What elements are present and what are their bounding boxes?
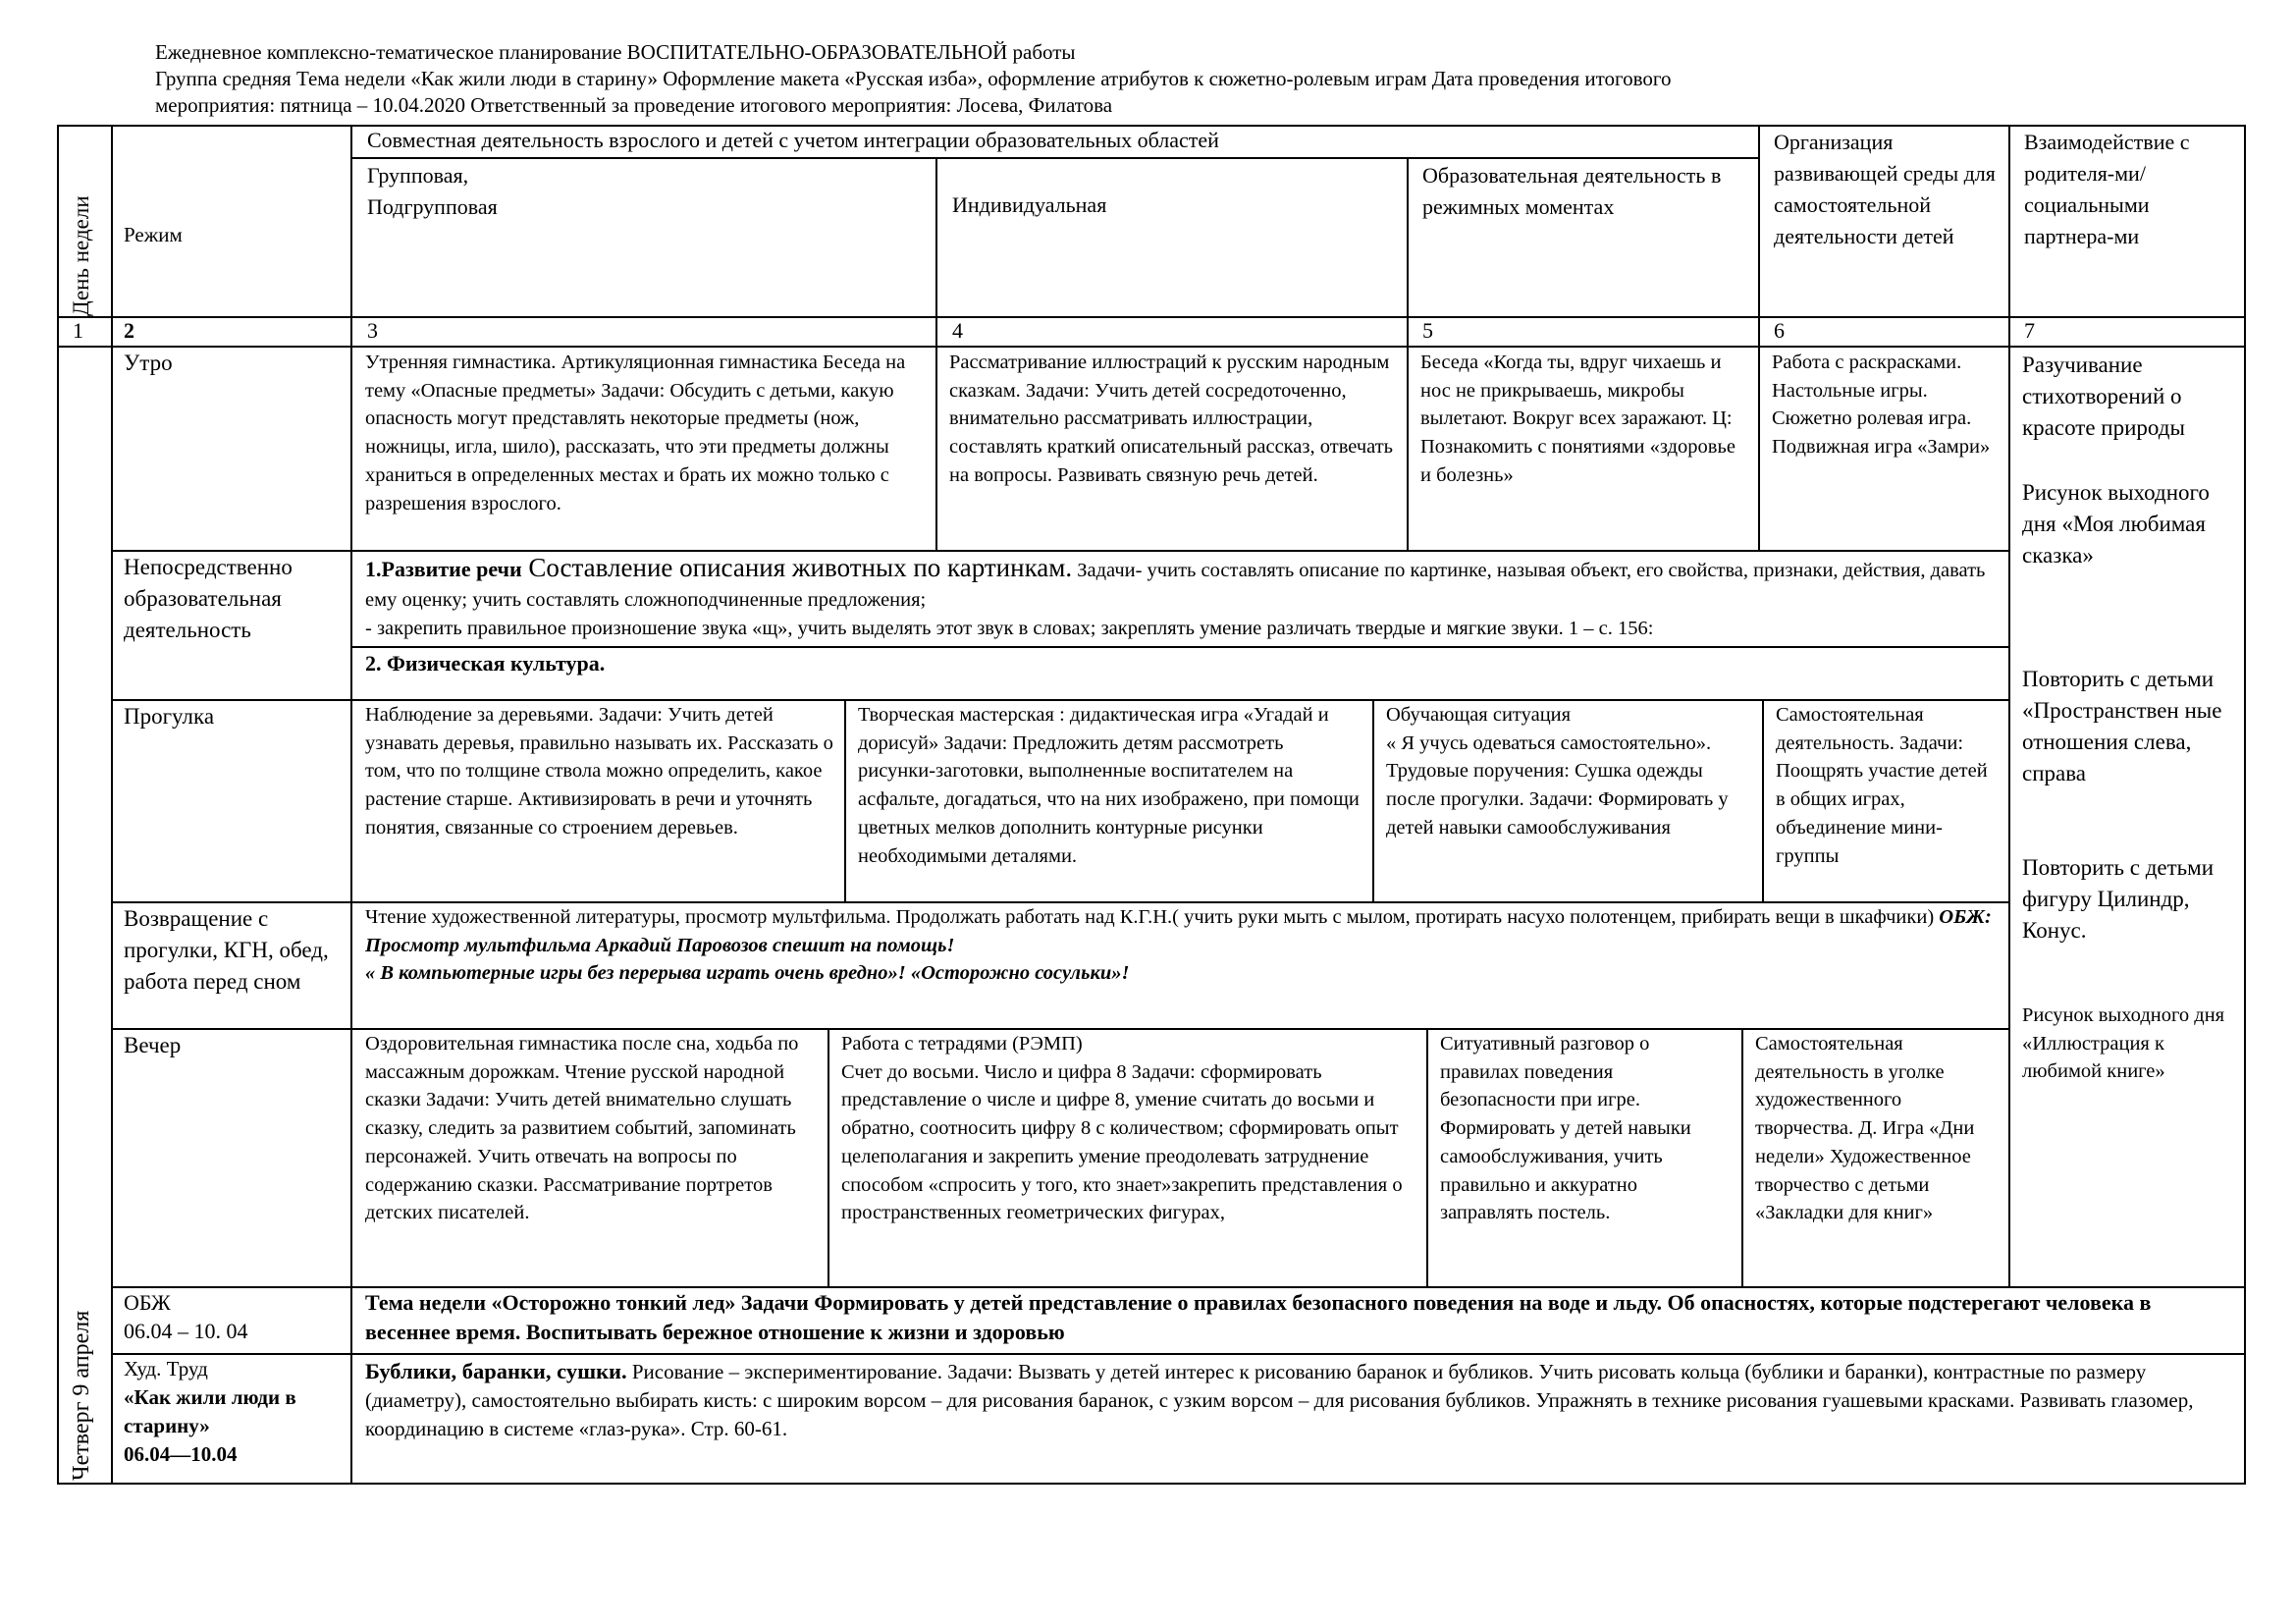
return-activity	[359, 903, 2006, 988]
header-title: Ежедневное комплексно-тематическое планирование ВОСПИТАТЕЛЬНО-ОБРАЗОВАТЕЛЬНОЙ работы	[155, 40, 1076, 64]
column-number-3: 3	[367, 318, 378, 343]
regime-walk: Прогулка	[124, 704, 215, 729]
column-number-6: 6	[1774, 318, 1785, 343]
walk-learning-situation	[1380, 701, 1761, 842]
nod-speech-title: 1.Развитие речи	[365, 557, 522, 581]
walk-observation: Наблюдение за деревьями. Задачи: Учить детей узнавать деревья, правильно называть их. Рассказать о том, что по толщине ствола можно определить, какое растение старше. Активизировать в речи и уточнять понятия, связанные со строением деревьев.	[365, 704, 833, 839]
header-group-theme: Группа средняя Тема недели «Как жили люди в старину» Оформление макета «Русская изба», оформление атрибутов к сюжетно-ролевым играм Дата проведения итогового	[155, 67, 1672, 90]
column-number-2: 2	[124, 318, 134, 343]
evening-math-workbook	[835, 1030, 1424, 1227]
group-header	[361, 160, 931, 223]
regime-obzh-title: ОБЖ	[124, 1290, 171, 1315]
parents-header: Взаимодействие с родителя-ми/ социальными партнера-ми	[2024, 130, 2190, 248]
evening-math-title: Работа с тетрадями (РЭМП)	[841, 1033, 1083, 1055]
regime-art-labor-title: Худ. Труд	[124, 1357, 208, 1380]
regime-obzh-dates: 06.04 – 10. 04	[124, 1319, 248, 1343]
art-labor-tasks: Рисование – экспериментирование. Задачи: Вызвать у детей интерес к рисованию баранок и бубликов. Учить рисовать кольца (бублики и баранки), контрастные по размеру (диаметру), самостоятельно выбирать кисть: с широким ворсом – для рисования баранок, с узким ворсом – для рисования бубликов. Упражнять в технике рисования гуашевыми красками. Развивать глазомер, координацию в системе «глаз-рука». Стр. 60-61.	[365, 1360, 2194, 1440]
regime-nod: Непосредственно образовательная деятельность	[124, 555, 293, 642]
parents-item-shapes: Повторить с детьми фигуру Цилиндр, Конус.	[2022, 855, 2215, 943]
group-header-line1: Групповая,	[367, 163, 469, 188]
regime-art-labor	[118, 1355, 346, 1469]
parents-item-weekend-drawing-fairytale: Рисунок выходного дня «Моя любимая сказка»	[2022, 480, 2210, 568]
walk-learning-situation-title: Обучающая ситуация	[1386, 704, 1572, 726]
return-safety-quote: « В компьютерные игры без перерыва играть очень вредно»! «Осторожно сосульки»!	[365, 962, 1130, 985]
morning-group-activity: Утренняя гимнастика. Артикуляционная гимнастика Беседа на тему «Опасные предметы» Задачи: Обсудить с детьми, какую опасность могут представлять некоторые предметы (нож, ножницы, игла, шило), рассказать, что эти предметы должны храниться в определенных местах и брать их можно только с разрешения взрослого.	[365, 352, 906, 514]
morning-individual-activity: Рассматривание иллюстраций к русским народным сказкам. Задачи: Учить детей сосредоточенно, внимательно рассматривать иллюстрации, составлять краткий описательный рассказ, отвечать на вопросы. Развивать связную речь детей.	[949, 352, 1394, 486]
return-obzh-cartoon: ОБЖ: Просмотр мультфильма Аркадий Паровозов спешит на помощь!	[365, 906, 1992, 956]
day-date-label: Четверг 9 апреля	[69, 1310, 94, 1481]
regime-art-labor-theme: «Как жили люди в старину»	[124, 1385, 296, 1437]
day-of-week-header: День недели	[69, 195, 93, 316]
column-number-7: 7	[2024, 318, 2035, 343]
parents-item-weekend-drawing-book: Рисунок выходного дня «Иллюстрация к любимой книге»	[2022, 1004, 2225, 1083]
evening-gymnastics-reading: Оздоровительная гимнастика после сна, ходьба по массажным дорожкам. Чтение русской народной сказки Задачи: Учить детей внимательно слушать сказку, следить за развитием событий, запоминать персонажей. Учить отвечать на вопросы по содержанию сказки. Рассматривание портретов детских писателей.	[365, 1033, 799, 1224]
parents-item-spatial-relations: Повторить с детьми «Пространствен ные отношения слева, справа	[2022, 667, 2222, 785]
environment-header: Организация развивающей среды для самостоятельной деятельности детей	[1774, 130, 1996, 248]
walk-learning-situation-topic: « Я учусь одеваться самостоятельно».	[1386, 731, 1712, 754]
document-header	[155, 39, 2197, 119]
nod-speech-development	[359, 554, 2006, 643]
nod-speech-tasks: Задачи- учить составлять описание по картинке, называя объект, его свойства, признаки, действия, давать ему оценку; учить составлять сложноподчиненные предложения;	[365, 560, 1986, 611]
evening-math-tasks: Счет до восьми. Число и цифра 8 Задачи: сформировать представление о числе и цифре 8, умение считать до восьми и обратно, соотносить цифру 8 с количеством; сформировать опыт целеполагания и закрепить умение преодолевать затруднение способом «спросить у того, кто знает»закрепить представления о пространственных геометрических фигурах,	[841, 1060, 1403, 1224]
walk-independent-activity: Самостоятельная деятельность. Задачи: Поощрять участие детей в общих играх, объединение мини-группы	[1776, 704, 1988, 867]
parents-item-poems: Разучивание стихотворений о красоте природы	[2022, 352, 2185, 440]
evening-art-corner: Самостоятельная деятельность в уголке художественного творчества. Д. Игра «Дни недели» Художественное творчество с детьми «Закладки для книг»	[1755, 1033, 1975, 1224]
column-number-5: 5	[1422, 318, 1433, 343]
regime-morning: Утро	[124, 351, 173, 375]
return-reading: Чтение художественной литературы, просмотр мультфильма. Продолжать работать над К.Г.Н.( учить руки мыть с мылом, протирать насухо полотенцем, прибирать вещи в шкафчики)	[365, 906, 1935, 928]
nod-speech-tasks-2: - закрепить правильное произношение звука «щ», учить выделять этот звук в словах; закреплять умение различать твердые и мягкие звуки. 1 – с. 156:	[365, 618, 1654, 639]
evening-safety-talk: Ситуативный разговор о правилах поведения безопасности при игре. Формировать у детей навыки самообслуживания, учить правильно и аккуратно заправлять постель.	[1440, 1033, 1691, 1224]
morning-environment: Работа с раскрасками. Настольные игры. Сюжетно ролевая игра. Подвижная игра «Замри»	[1772, 352, 1991, 459]
regime-return: Возвращение с прогулки, КГН, обед, работа перед сном	[124, 906, 329, 994]
art-labor-activity	[359, 1357, 2240, 1443]
walk-creative-workshop: Творческая мастерская : дидактическая игра «Угадай и дорисуй» Задачи: Предложить детям рассмотреть рисунки-заготовки, выполненные воспитателем на асфальте, догадаться, что на них изображено, при помощи цветных мелков дополнить контурные рисунки необходимыми деталями.	[858, 704, 1360, 867]
nod-physical-education: 2. Физическая культура.	[365, 651, 606, 676]
column-number-4: 4	[952, 318, 963, 343]
joint-activity-header: Совместная деятельность взрослого и детей с учетом интеграции образовательных областей	[367, 128, 1219, 152]
art-labor-title: Бублики, баранки, сушки.	[365, 1359, 627, 1383]
morning-edu-moments: Беседа «Когда ты, вдруг чихаешь и нос не прикрываешь, микробы вылетают. Вокруг всех заражают. Ц: Познакомить с понятиями «здоровье и болезнь»	[1420, 352, 1735, 486]
column-number-1: 1	[73, 318, 83, 343]
regime-art-labor-dates: 06.04—10.04	[124, 1442, 238, 1466]
group-header-line2: Подгрупповая	[367, 194, 498, 219]
edu-moments-header: Образовательная деятельность в режимных моментах	[1422, 163, 1722, 219]
regime-evening: Вечер	[124, 1033, 182, 1057]
regime-obzh	[118, 1288, 344, 1345]
individual-header: Индивидуальная	[952, 192, 1107, 217]
walk-labor-tasks: Трудовые поручения: Сушка одежды после прогулки. Задачи: Формировать у детей навыки самообслуживания	[1386, 760, 1729, 839]
obzh-week-theme: Тема недели «Осторожно тонкий лед» Задачи Формировать у детей представление о правилах безопасного поведения на воде и льду. Об опасностях, которые подстерегают человека в весеннее время. Воспитывать бережное отношение к жизни и здоровью	[365, 1290, 2152, 1344]
nod-speech-topic: Составление описания животных по картинкам.	[521, 554, 1073, 582]
regime-header: Режим	[124, 223, 183, 246]
header-responsible: мероприятия: пятница – 10.04.2020 Ответственный за проведение итогового мероприятия: Лосева, Филатова	[155, 93, 1113, 117]
